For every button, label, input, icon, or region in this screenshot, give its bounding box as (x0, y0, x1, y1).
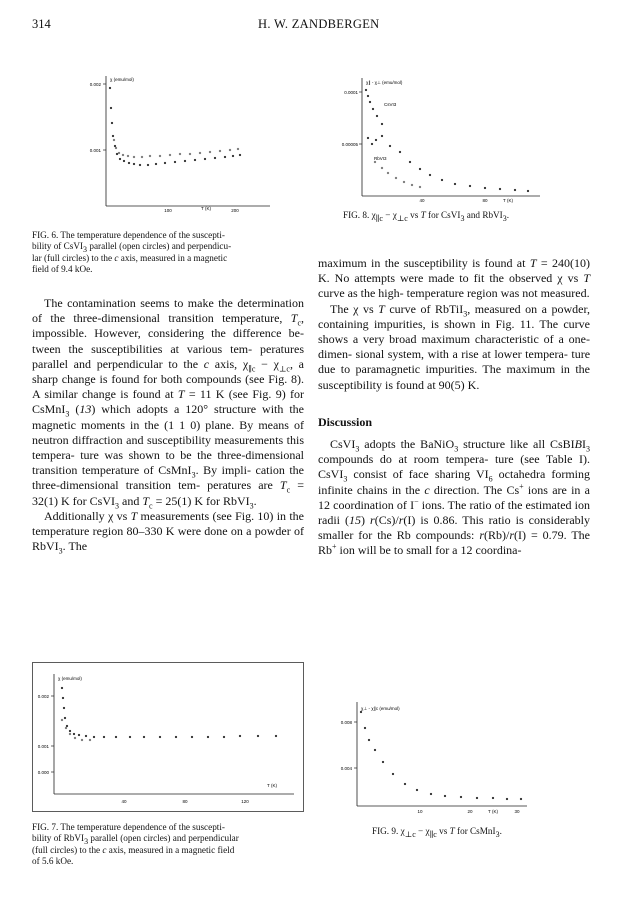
data-point (367, 137, 369, 139)
data-point (81, 739, 83, 741)
figure-9-plot (335, 694, 535, 818)
fig9-xlabel: T (K) (488, 809, 498, 814)
data-point (191, 736, 193, 738)
data-point (376, 115, 378, 117)
data-point (93, 736, 95, 738)
data-point (372, 108, 374, 110)
fig6-ytick-1: 0.002 (89, 82, 101, 87)
data-point (109, 87, 111, 89)
figure-6-plot (70, 68, 310, 228)
data-point (113, 139, 115, 141)
data-point (143, 736, 145, 738)
data-point (409, 161, 411, 163)
data-point (389, 145, 391, 147)
fig6-ytick-2: 0.001 (89, 148, 101, 153)
fig9-xtick-3: 30 (514, 809, 520, 814)
data-point (119, 158, 121, 160)
data-point (169, 154, 171, 156)
fig7-data-points (61, 687, 277, 741)
fig8-xtick-1: 40 (419, 198, 425, 203)
data-point (66, 725, 68, 727)
data-point (199, 152, 201, 154)
data-point (360, 711, 362, 713)
data-point (492, 797, 494, 799)
data-point (365, 89, 367, 91)
data-point (232, 155, 234, 157)
data-point (69, 730, 71, 732)
data-point (194, 159, 196, 161)
data-point (416, 789, 418, 791)
fig7-ytick-3: 0.000 (37, 770, 49, 775)
data-point (374, 161, 376, 163)
data-point (275, 735, 277, 737)
fig7-xtick-1: 40 (121, 799, 127, 804)
fig7-ylabel: χ (emu/mol) (58, 676, 82, 681)
data-point (69, 733, 71, 735)
data-point (484, 187, 486, 189)
data-point (110, 107, 112, 109)
data-point (367, 95, 369, 97)
data-point (419, 168, 421, 170)
fig8-ytick-2: 0.00005 (341, 142, 358, 147)
data-point (369, 101, 371, 103)
fig8-ylabel: χ∥ - χ⊥ (emu/mol) (366, 80, 403, 85)
data-point (128, 162, 130, 164)
data-point (63, 707, 65, 709)
fig9-data-points (360, 711, 522, 800)
data-point (155, 163, 157, 165)
data-point (229, 149, 231, 151)
fig9-ylabel: χ⊥ - χ∥c (emu/mol) (361, 706, 400, 711)
data-point (74, 737, 76, 739)
fig9-ytick-2: 0.004 (340, 766, 352, 771)
data-point (115, 736, 117, 738)
figure-6-caption: FIG. 6. The temperature dependence of the suscepti- bility of CsVI$_3$ parallel (open circles) and perpendicu- lar (full circles) to the c axis, measured in a magnetic field of 9.4 kOe. (32, 230, 232, 274)
data-point (429, 174, 431, 176)
section-heading-discussion: Discussion (318, 414, 373, 429)
fig9-xtick-2: 20 (467, 809, 473, 814)
fig7-ytick-2: 0.001 (37, 744, 49, 749)
data-point (111, 122, 113, 124)
data-point (219, 150, 221, 152)
data-point (139, 164, 141, 166)
data-point (214, 157, 216, 159)
data-point (469, 185, 471, 187)
fig7-xtick-3: 120 (241, 799, 249, 804)
paragraph: Additionally χ vs T measurements (see Fig. 10) in the temperature region 80–330 K were done on a powder of RbVI$_3$. The (32, 508, 305, 556)
fig6-data-points (109, 87, 241, 166)
data-point (89, 739, 91, 741)
data-point (381, 135, 383, 137)
data-point (419, 186, 421, 188)
data-point (141, 156, 143, 158)
data-point (127, 155, 129, 157)
left-column (32, 296, 304, 554)
data-point (73, 733, 75, 735)
fig8-ytick-1: 0.0001 (344, 90, 358, 95)
paragraph: The χ vs T curve of RbTiI$_3$, measured on a powder, containing impurities, is shown in Fig. 11. The curve shows a very broad maximum characteristic of a one-dimen- sional system, with a rise at lower tempera- ture due to paramagnetic impurities. The maximum in the susceptibility is found at 90(5) K. (318, 301, 591, 392)
data-point (223, 736, 225, 738)
data-point (123, 160, 125, 162)
data-point (399, 151, 401, 153)
right-column (318, 256, 590, 559)
fig7-xlabel: T (K) (267, 783, 277, 788)
fig6-xlabel: T (K) (201, 206, 211, 211)
data-point (387, 172, 389, 174)
data-point (460, 796, 462, 798)
paragraph: The contamination seems to make the determination of the three-dimensional transition temperature, $T_c$, impossible. However, considering the difference be- tween the susceptibilities at various tem- peratures parallel and perpendicular to the c axis, $\chi_{\parallel c} - \chi_{\perp c}$, a sharp change is found for both compounds (see Fig. 8). A similar change is found at T = 11 K (see Fig. 9) for CsMnI$_3$ (13) which adopts a 120° structure with the magnetic moments in the (1 1 0) plane. By means of neutron diffraction and susceptibility measurements this tempera- ture was shown to be the three-dimensional transition temperature of CsMnI$_3$. By impli- cation the three-dimensional transition tem- peratures are $T_c = 32(1)$ K for CsVI$_3$ and $T_c = 25(1)$ K for RbVI$_3$. (32, 296, 305, 511)
data-point (430, 793, 432, 795)
data-point (61, 719, 63, 721)
data-point (224, 156, 226, 158)
fig9-xtick-1: 10 (417, 809, 423, 814)
data-point (164, 162, 166, 164)
data-point (116, 153, 118, 155)
data-point (159, 155, 161, 157)
data-point (374, 749, 376, 751)
fig9-ytick-1: 0.008 (340, 720, 352, 725)
fig8-xtick-2: 80 (482, 198, 488, 203)
data-point (381, 123, 383, 125)
data-point (115, 147, 117, 149)
data-point (147, 164, 149, 166)
data-point (184, 160, 186, 162)
data-point (209, 151, 211, 153)
figure-9-caption: FIG. 9. $\chi_{\perp c} - \chi_{\parallel c}$ vs T for CsMnI$_3$. (372, 826, 502, 839)
data-point (257, 735, 259, 737)
data-point (392, 773, 394, 775)
data-point (207, 736, 209, 738)
data-point (85, 735, 87, 737)
data-point (129, 736, 131, 738)
data-point (520, 798, 522, 800)
data-point (454, 183, 456, 185)
data-point (368, 739, 370, 741)
data-point (62, 697, 64, 699)
fig6-ylabel: χ (emu/mol) (110, 77, 134, 82)
data-point (403, 181, 405, 183)
paragraph: CsVI$_3$ adopts the BaNiO$_3$ structure like all CsBIBI$_3$ compounds do at room tempera- ture (see Table I). CsVI$_3$ consist of face sharing $VI_6$ octahedra forming infinite chains in the c direction. The Cs+ ions are in a 12 coordination of I− ions. The ratio of the estimated ion radii (15) r(Cs)/r(I) is 0.86. This ratio is considerably smaller for the Rb compounds: r(Rb)/r(I) = 0.79. The Rb+ ion will be to small for a 12 coordina- (318, 437, 591, 558)
data-point (375, 139, 377, 141)
fig8-xlabel: T (K) (503, 198, 513, 203)
data-point (382, 761, 384, 763)
figure-7-plot (32, 662, 304, 812)
figure-7-caption: FIG. 7. The temperature dependence of the suscepti- bility of RbVI$_3$ parallel (open circles) and perpendicular (full circles) to the c axis, measured in a magnetic field of 5.6 kOe. (32, 822, 239, 866)
data-point (114, 145, 116, 147)
paragraph: maximum in the susceptibility is found at T = 240(10) K. No attempts were made to fit the observed χ vs T curve as the high- temperature region was not measured. (318, 256, 591, 301)
data-point (159, 736, 161, 738)
data-point (527, 190, 529, 192)
data-point (149, 155, 151, 157)
data-point (118, 152, 120, 154)
data-point (364, 727, 366, 729)
data-point (61, 687, 63, 689)
data-point (204, 158, 206, 160)
data-point (133, 156, 135, 158)
fig7-xtick-2: 80 (182, 799, 188, 804)
data-point (112, 135, 114, 137)
data-point (499, 188, 501, 190)
page-number: 314 (32, 17, 51, 31)
figure-8-caption: FIG. 8. $\chi_{\parallel c} - \chi_{\perp c}$ vs T for CsVI$_3$ and RbVI$_3$. (343, 210, 510, 223)
fig7-ytick-1: 0.002 (37, 694, 49, 699)
data-point (239, 154, 241, 156)
data-point (371, 143, 373, 145)
data-point (444, 795, 446, 797)
data-point (78, 734, 80, 736)
fig6-xtick-2: 200 (231, 208, 239, 213)
fig6-xtick-1: 100 (164, 208, 172, 213)
data-point (395, 177, 397, 179)
data-point (239, 735, 241, 737)
running-title: H. W. ZANDBERGEN (258, 17, 380, 31)
data-point (506, 798, 508, 800)
data-point (237, 148, 239, 150)
data-point (174, 161, 176, 163)
data-point (411, 184, 413, 186)
data-point (64, 717, 66, 719)
data-point (514, 189, 516, 191)
figure-8-plot (330, 72, 550, 206)
data-point (179, 153, 181, 155)
data-point (404, 783, 406, 785)
data-point (103, 736, 105, 738)
fig8-series-rbvi3: RbVI3 (374, 156, 387, 161)
data-point (65, 727, 67, 729)
fig8-series-csvi3: CsVI3 (384, 102, 397, 107)
data-point (133, 163, 135, 165)
data-point (175, 736, 177, 738)
data-point (476, 797, 478, 799)
data-point (441, 179, 443, 181)
data-point (189, 153, 191, 155)
data-point (122, 154, 124, 156)
data-point (381, 167, 383, 169)
